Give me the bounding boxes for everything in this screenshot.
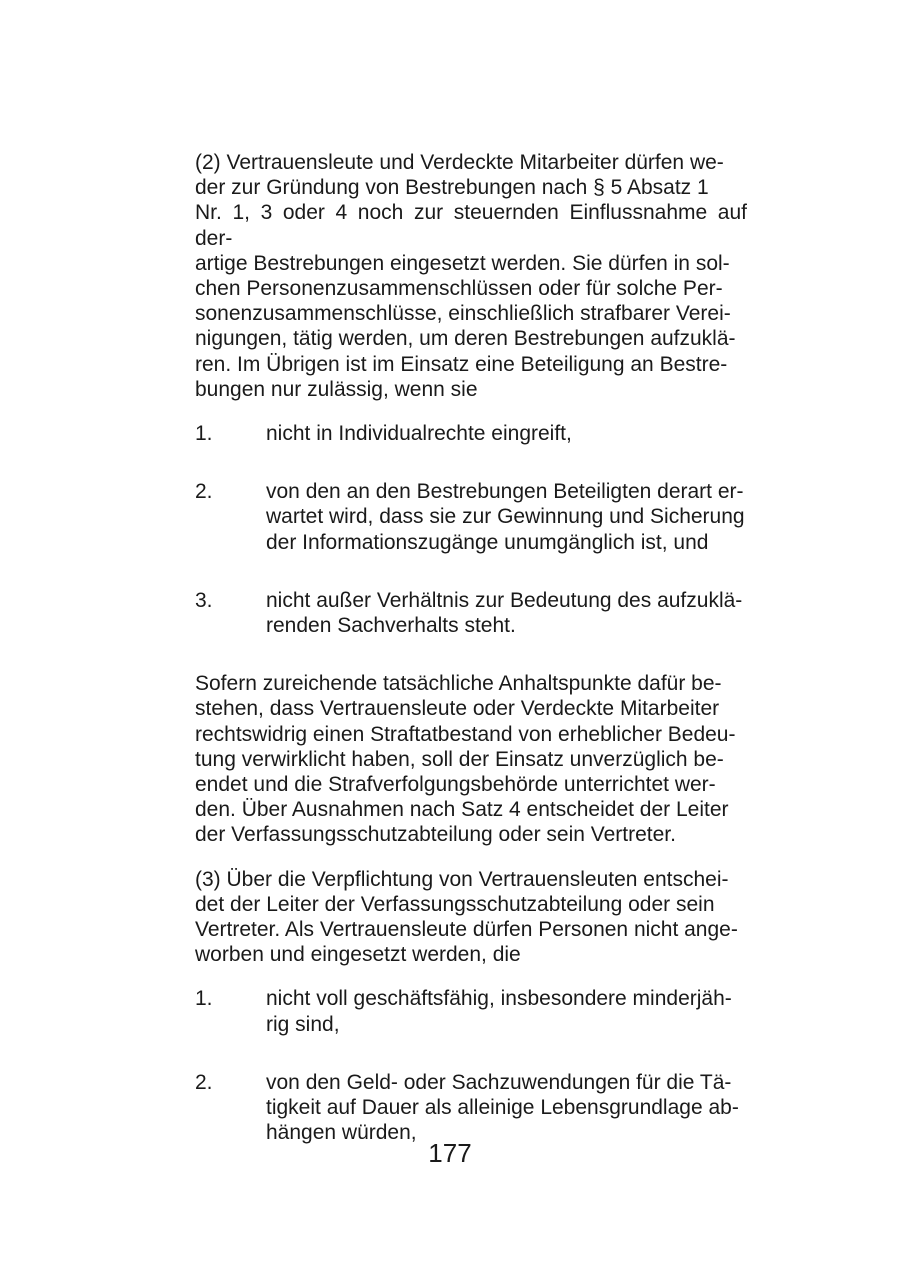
list-item <box>195 1070 747 1146</box>
page-number: 177 <box>428 1138 472 1168</box>
list-item <box>195 588 747 638</box>
list-item-number: 3. <box>195 588 213 612</box>
list-item-text: von den Geld- oder Sachzuwendungen für die Tä- tigkeit auf Dauer als alleinige Lebensgrundlage ab- hängen würden, <box>266 1070 739 1145</box>
list-item-number: 1. <box>195 987 213 1011</box>
paragraph-criminal-offense: Sofern zureichende tatsächliche Anhaltspunkte dafür be- stehen, dass Vertrauensleute oder Verdeckte Mitarbeiter rechtswidrig einen Straftatbestand von erheblicher Bedeu- tung verwirklicht haben, soll der Einsatz unverzüglich be- endet und die Strafverfolgungsbehörde unterrichtet wer- den. Über Ausnahmen nach Satz 4 entscheidet der Leiter der Verfassungsschutzabteilung oder sein Vertreter. <box>195 672 736 847</box>
list-item-number: 1. <box>195 422 213 446</box>
list-item-number: 2. <box>195 480 213 504</box>
list-item <box>195 986 747 1036</box>
list-item-text: nicht voll geschäftsfähig, insbesondere minderjäh- rig sind, <box>266 987 732 1036</box>
list-item <box>195 479 747 555</box>
list-item-text: nicht außer Verhältnis zur Bedeutung des aufzuklä- renden Sachverhalts steht. <box>266 588 743 638</box>
list-item-text: von den an den Bestrebungen Beteiligten derart er- wartet wird, dass sie zur Gewinnung und Sicherung der Informationszugänge unumgänglich ist, und <box>266 480 745 554</box>
list-item-text: nicht in Individualrechte eingreift, <box>266 422 572 446</box>
list-item-number: 2. <box>195 1070 213 1094</box>
paragraph-section-3: (3) Über die Verpflichtung von Vertrauensleuten entschei- det der Leiter der Verfassungsschutzabteilung oder sein Vertreter. Als Vertrauensleute dürfen Personen nicht ange- worben und eingesetzt werden, die <box>195 867 738 967</box>
text-column <box>195 150 747 1146</box>
list-item <box>195 421 747 446</box>
paragraph-section-2: (2) Vertrauensleute und Verdeckte Mitarbeiter dürfen we- der zur Gründung von Bestrebungen nach § 5 Absatz 1 Nr. 1, 3 oder 4 noch zur steuernden Einflussnahme auf der- artige Bestrebungen eingesetzt werden. Sie dürfen in sol- chen Personenzusammenschlüssen oder für solche Per- sonenzusammenschlüsse, einschließlich strafbarer Verei- nigungen, tätig werden, um deren Bestrebungen aufzuklä- ren. Im Übrigen ist im Einsatz eine Beteiligung an Bestre- bungen nur zulässig, wenn sie <box>195 151 747 401</box>
